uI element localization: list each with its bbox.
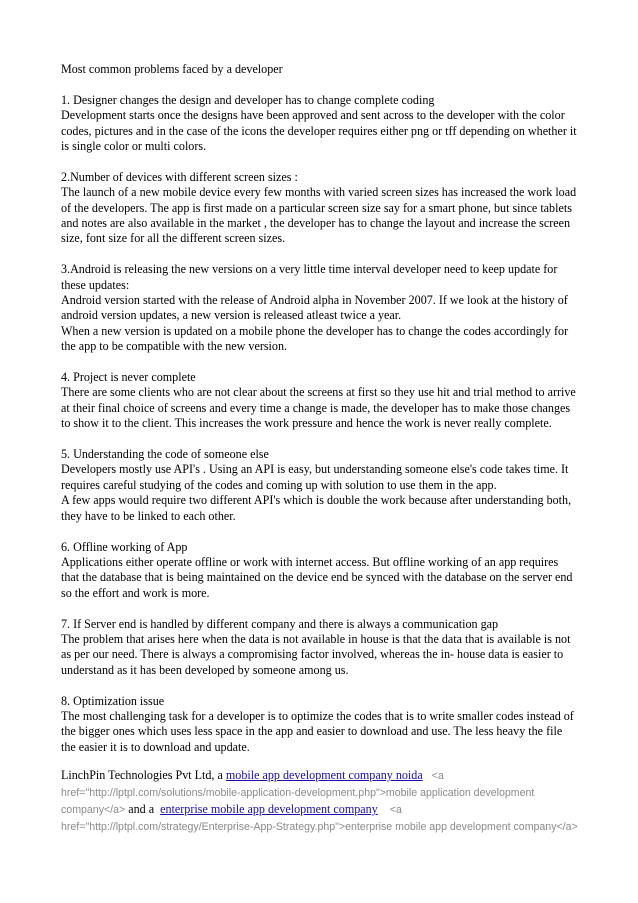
section [61, 694, 579, 756]
spacer [61, 432, 579, 447]
section-heading: 5. Understanding the code of someone else [61, 447, 269, 462]
section-paragraph: Development starts once the designs have been approved and sent across to the developer with the color codes, pictures and in the case of the icons the developer requires either png or tff depending on whether it is single color or multi colors. [61, 108, 577, 154]
section-heading: 3.Android is releasing the new versions on a very little time interval developer need to keep update for these updates: [61, 262, 558, 292]
article-title: Most common problems faced by a developer [61, 62, 283, 76]
spacer [61, 77, 579, 92]
section-heading: 2.Number of devices with different screen sizes : [61, 169, 298, 184]
spacer [61, 601, 579, 616]
section-paragraph: The launch of a new mobile device every few months with varied screen sizes has increased the work load of the developers. The app is first made on a particular screen size say for a smart phone, but since tablets and notes are also available in the market , the developer has to change the layout and increase the screen size, font size for all the different screen sizes. [61, 185, 577, 246]
spacer [61, 355, 579, 370]
section [61, 447, 579, 539]
section [61, 540, 579, 617]
spacer [61, 247, 579, 262]
section [61, 170, 579, 262]
footer-middle: and a [125, 802, 158, 816]
section-paragraph: Applications either operate offline or work with internet access. But offline working of an app requires that the database that is being maintained on the device end be synced with the database on the server end so the effort and work is more. [61, 554, 573, 600]
mobile-app-company-link[interactable]: mobile app development company noida [225, 768, 423, 782]
spacer [61, 154, 579, 169]
spacer [61, 524, 579, 539]
section-paragraph: The most challenging task for a developer is to optimize the codes that is to write smaller codes instead of the bigger ones which uses less space in the app and easier to download and use. The less heavy the file the easier it is to download and update. [61, 708, 574, 754]
section-heading: 6. Offline working of App [61, 539, 188, 554]
footer-credit [61, 767, 581, 835]
sections-container [61, 93, 579, 755]
spacer [61, 678, 579, 693]
section [61, 370, 579, 447]
section [61, 262, 579, 370]
section-heading: 4. Project is never complete [61, 370, 196, 385]
footer-prefix: LinchPin Technologies Pvt Ltd, a [61, 768, 226, 782]
section-paragraph: When a new version is updated on a mobile phone the developer has to change the codes accordingly for the app to be compatible with the new version. [61, 323, 569, 354]
enterprise-app-company-link[interactable]: enterprise mobile app development company [160, 802, 378, 816]
section-paragraph: There are some clients who are not clear about the screens at first so they use hit and trial method to arrive at their final choice of screens and every time a change is made, the developer has to make those changes to show it to the client. This increases the work pressure and hence the work is never really complete. [61, 385, 576, 431]
section-paragraph: The problem that arises here when the data is not available in house is that the data that is available is not as per our need. There is always a compromising factor involved, whereas the in- house data is easier to understand as it has been developed by someone among us. [61, 631, 571, 677]
footer-code-1: <a href="http://lptpl.com/solutions/mobile-application-development.php">mobile application development company</a> [61, 770, 535, 816]
section-heading: 7. If Server end is handled by different company and there is always a communication gap [61, 616, 499, 631]
footer-code-2: <a href="http://lptpl.com/strategy/Enterprise-App-Strategy.php">enterprise mobile app development company</a> [61, 804, 578, 833]
section-paragraph: Developers mostly use API's . Using an API is easy, but understanding someone else's code takes time. It requires careful studying of the codes and coming up with solution to use them in the app. [61, 462, 569, 492]
section-paragraph: A few apps would require two different API's which is double the work because after understanding both, they have to be linked to each other. [61, 493, 572, 523]
section-heading: 1. Designer changes the design and developer has to change complete coding [61, 92, 435, 107]
section [61, 617, 579, 694]
article-body [61, 62, 579, 755]
section-heading: 8. Optimization issue [61, 693, 165, 708]
section [61, 93, 579, 170]
section-paragraph: Android version started with the release of Android alpha in November 2007. If we look at the history of android version updates, a new version is released atleast twice a year. [61, 293, 568, 323]
